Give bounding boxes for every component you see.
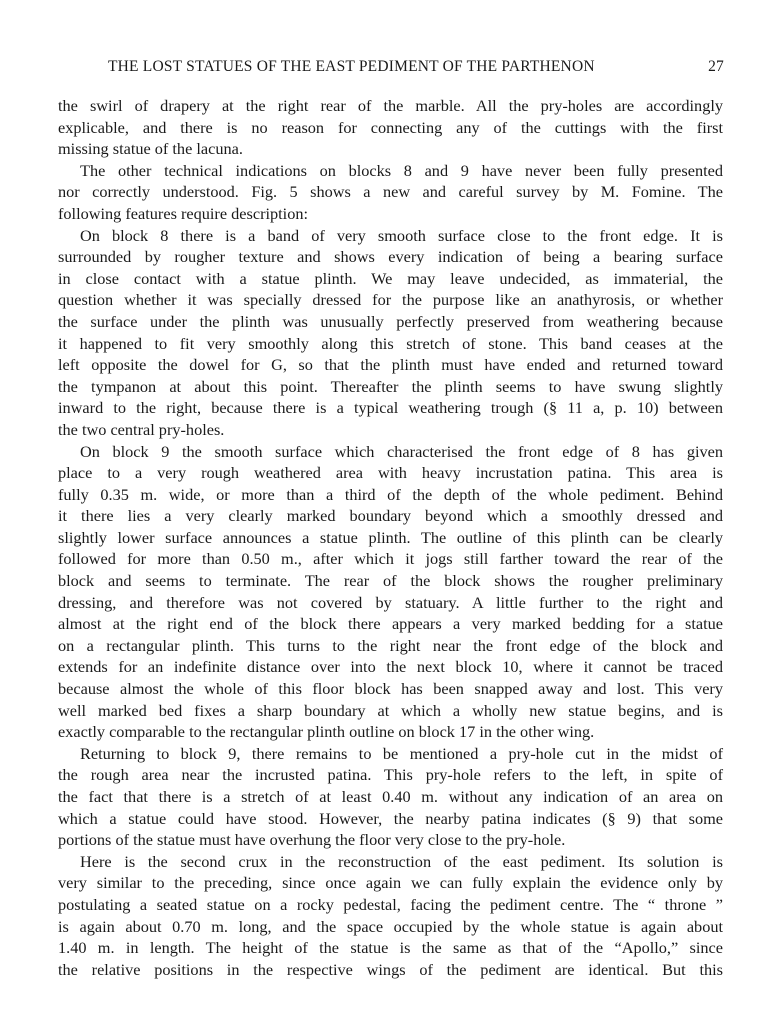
- text-line: the tympanon at about this point. Thereafter the plinth seems to have swung slightly: [58, 376, 723, 396]
- text-line: portions of the statue must have overhung the floor very close to the pry-hole.: [58, 830, 566, 850]
- text-line: on a rectangular plinth. This turns to the right near the front edge of the block and: [58, 635, 723, 655]
- paragraph: [58, 225, 723, 441]
- text-line: question whether it was specially dressed for the purpose like an anathyrosis, or whether: [58, 290, 723, 310]
- text-line: Here is the second crux in the reconstruction of the east pediment. Its solution is: [80, 851, 723, 871]
- text-line: explicable, and there is no reason for connecting any of the cuttings with the first: [58, 117, 723, 137]
- text-line: On block 8 there is a band of very smooth surface close to the front edge. It is: [80, 225, 723, 245]
- text-line: Returning to block 9, there remains to be mentioned a pry-hole cut in the midst of: [80, 743, 723, 763]
- text-line: 1.40 m. in length. The height of the statue is the same as that of the “Apollo,” since: [58, 938, 723, 958]
- text-line: almost at the right end of the block there appears a very marked bedding for a statue: [58, 614, 723, 634]
- text-line: inward to the right, because there is a typical weathering trough (§ 11 a, p. 10) between: [58, 398, 723, 418]
- text-line: the rough area near the incrusted patina. This pry-hole refers to the left, in spite of: [58, 765, 723, 785]
- text-line: followed for more than 0.50 m., after which it jogs still farther toward the rear of the: [58, 549, 723, 569]
- text-line: postulating a seated statue on a rocky pedestal, facing the pediment centre. The “ throne ”: [58, 894, 723, 914]
- text-line: it happened to fit very smoothly along this stretch of stone. This band ceases at the: [58, 333, 723, 353]
- text-line: which a statue could have stood. However, the nearby patina indicates (§ 9) that some: [58, 808, 723, 828]
- text-line: surrounded by rougher texture and shows every indication of being a bearing surface: [58, 247, 723, 267]
- text-line: dressing, and therefore was not covered by statuary. A little further to the right and: [58, 592, 723, 612]
- running-header: [58, 58, 724, 82]
- text-line: well marked bed fixes a sharp boundary at which a wholly new statue begins, and is: [58, 700, 723, 720]
- text-line: block and seems to terminate. The rear of the block shows the rougher preliminary: [58, 571, 723, 591]
- paragraph: [58, 441, 723, 743]
- text-line: place to a very rough weathered area with heavy incrustation patina. This area is: [58, 463, 723, 483]
- text-line: left opposite the dowel for G, so that the plinth must have ended and returned toward: [58, 355, 723, 375]
- text-line: it there lies a very clearly marked boundary beyond which a smoothly dressed and: [58, 506, 723, 526]
- text-line: fully 0.35 m. wide, or more than a third of the depth of the whole pediment. Behind: [58, 484, 723, 504]
- text-line: slightly lower surface announces a statue plinth. The outline of this plinth can be clearly: [58, 527, 723, 547]
- text-line: the fact that there is a stretch of at least 0.40 m. without any indication of an area on: [58, 787, 723, 806]
- text-line: very similar to the preceding, since once again we can fully explain the evidence only by: [58, 873, 723, 893]
- text-line: in close contact with a statue plinth. We may leave undecided, as immaterial, the: [58, 268, 723, 288]
- text-line: exactly comparable to the rectangular plinth outline on block 17 in the other wing.: [58, 722, 595, 742]
- text-line: following features require description:: [58, 203, 309, 223]
- text-line: nor correctly understood. Fig. 5 shows a new and careful survey by M. Fomine. The: [58, 182, 723, 202]
- paragraph: [58, 743, 723, 851]
- text-line: the swirl of drapery at the right rear of the marble. All the pry-holes are accordingly: [58, 96, 723, 115]
- page-number: 27: [708, 58, 724, 75]
- text-line: the surface under the plinth was unusually perfectly preserved from weathering because: [58, 311, 723, 331]
- text-line: On block 9 the smooth surface which characterised the front edge of 8 has given: [80, 441, 723, 461]
- paragraph: [58, 851, 723, 981]
- text-line: the relative positions in the respective wings of the pediment are identical. But this: [58, 959, 723, 979]
- text-line: because almost the whole of this floor block has been snapped away and lost. This very: [58, 679, 723, 699]
- text-line: missing statue of the lacuna.: [58, 139, 243, 159]
- paragraph: [58, 160, 723, 225]
- running-title: THE LOST STATUES OF THE EAST PEDIMENT OF THE PARTHENON: [108, 58, 595, 75]
- text-line: extends for an indefinite distance over into the next block 10, where it cannot be traced: [58, 657, 723, 677]
- text-line: the two central pry-holes.: [58, 419, 225, 439]
- body-text: [58, 95, 723, 980]
- paragraph: [58, 95, 723, 160]
- text-line: The other technical indications on blocks 8 and 9 have never been fully presented: [80, 160, 723, 180]
- text-line: is again about 0.70 m. long, and the space occupied by the whole statue is again about: [58, 916, 723, 936]
